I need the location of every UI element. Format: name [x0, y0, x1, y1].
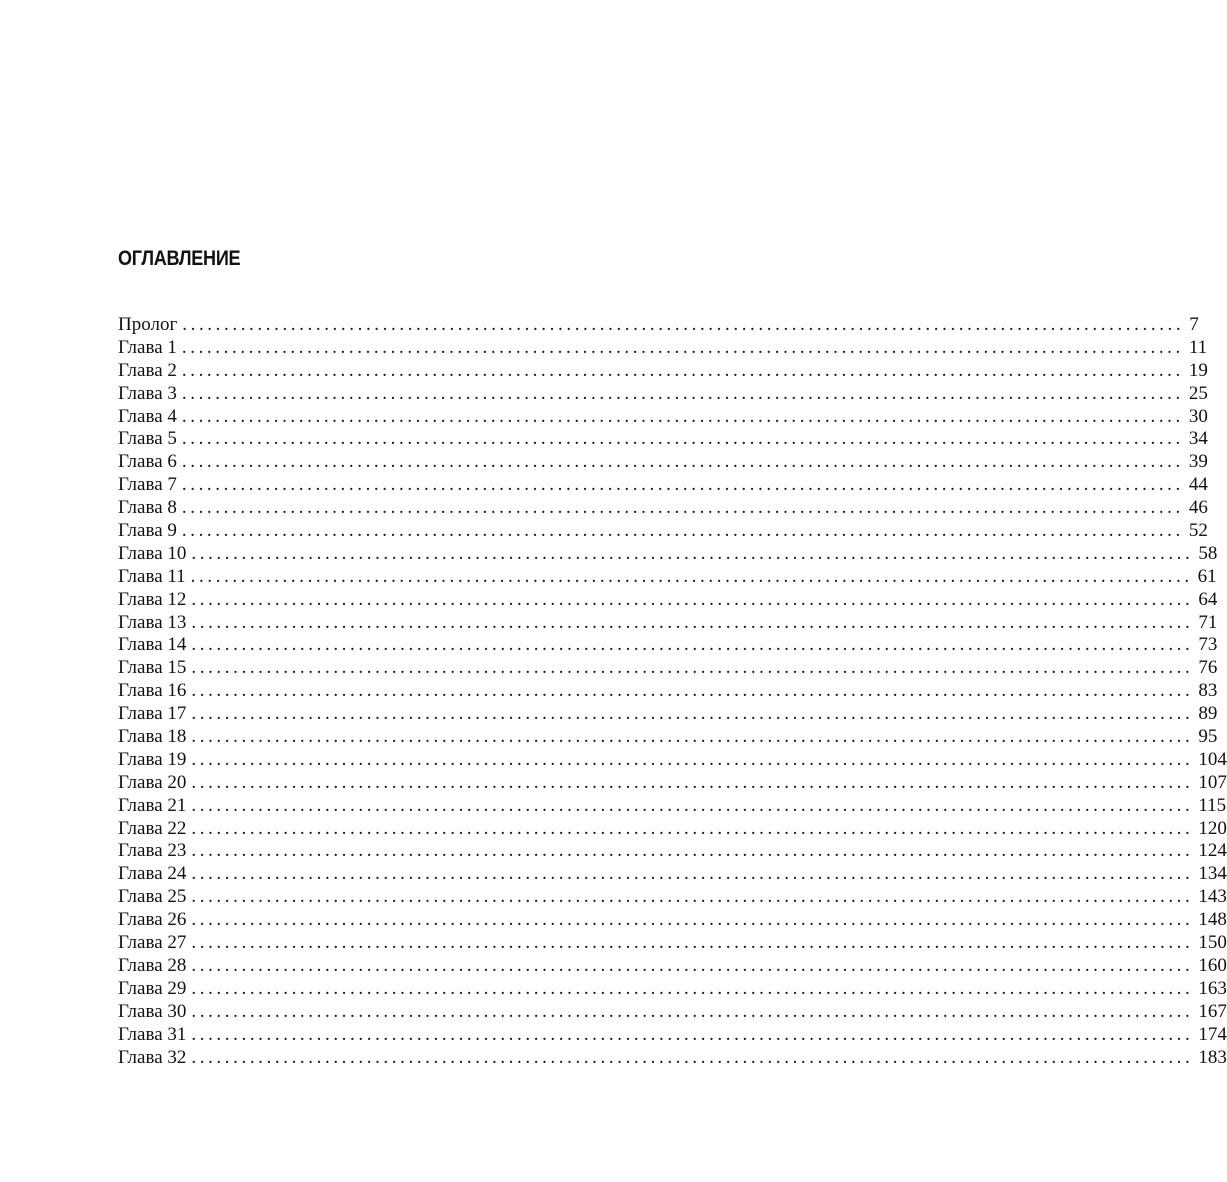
toc-entry-title: Глава 13: [118, 611, 187, 633]
toc-entry-page-number: 30: [1188, 405, 1208, 427]
toc-entry-title: Глава 6: [118, 451, 177, 473]
toc-entry-page-number: 34: [1188, 428, 1208, 450]
toc-entry-page-number: 163: [1198, 977, 1227, 999]
toc-entry-title: Пролог: [118, 314, 178, 335]
toc-entry[interactable]: [118, 932, 1227, 955]
toc-entry-leader: ........................................................................................................................: [191, 771, 1194, 793]
toc-entry-page-number: 115: [1198, 794, 1227, 816]
toc-entry[interactable]: [118, 314, 1199, 337]
toc-entry-page-number: 124: [1198, 840, 1227, 862]
toc-entry-title: Глава 29: [118, 977, 187, 999]
toc-entry[interactable]: [118, 336, 1208, 360]
toc-entry-leader: ........................................................................................................................: [191, 954, 1194, 976]
toc-entry-leader: ........................................................................................................................: [181, 336, 1184, 358]
toc-entry-title: Глава 4: [118, 405, 177, 427]
toc-entry-page-number: 19: [1188, 359, 1208, 381]
toc-entry-leader: ........................................................................................................................: [191, 634, 1194, 656]
toc-entry-page-number: 148: [1198, 909, 1227, 931]
toc-entry-page-number: 150: [1198, 932, 1227, 954]
toc-entry[interactable]: [118, 840, 1227, 863]
toc-entry-leader: ........................................................................................................................: [191, 909, 1194, 931]
toc-entry-page-number: 52: [1188, 520, 1208, 542]
toc-entry-leader: ........................................................................................................................: [191, 932, 1194, 954]
toc-entry[interactable]: [118, 474, 1208, 497]
toc-entry-leader: ........................................................................................................................: [181, 359, 1184, 381]
toc-entry-leader: ........................................................................................................................: [181, 405, 1184, 427]
toc-entry[interactable]: [118, 520, 1208, 543]
toc-entry-title: Глава 18: [118, 726, 187, 748]
toc-entry-page-number: 107: [1198, 771, 1227, 793]
toc-entry-title: Глава 17: [118, 703, 187, 725]
toc-entry[interactable]: [118, 703, 1218, 726]
toc-entry-title: Глава 9: [118, 520, 177, 542]
toc-entry-title: Глава 19: [118, 748, 187, 770]
toc-entry-title: Глава 20: [118, 771, 187, 793]
toc-entry-leader: ........................................................................................................................: [191, 680, 1194, 702]
toc-entry[interactable]: [118, 680, 1218, 703]
toc-entry-title: Глава 5: [118, 428, 177, 450]
toc-entry-leader: ........................................................................................................................: [191, 863, 1194, 885]
toc-entry-leader: ........................................................................................................................: [191, 588, 1194, 610]
toc-entry[interactable]: [118, 382, 1208, 406]
toc-entry-leader: ........................................................................................................................: [191, 657, 1194, 679]
toc-entry-page-number: 160: [1198, 954, 1227, 976]
toc-entry-leader: ........................................................................................................................: [181, 497, 1184, 519]
toc-entry-title: Глава 27: [118, 932, 187, 954]
toc-entry[interactable]: [118, 863, 1227, 886]
toc-entry-page-number: 61: [1197, 565, 1217, 587]
toc-entry-leader: ........................................................................................................................: [191, 748, 1194, 770]
toc-entry-page-number: 71: [1198, 611, 1218, 633]
toc-entry-title: Глава 31: [118, 1023, 187, 1045]
toc-entry-leader: ........................................................................................................................: [181, 428, 1184, 450]
toc-entry-leader: ........................................................................................................................: [190, 565, 1193, 587]
toc-entry-leader: ........................................................................................................................: [191, 840, 1194, 862]
toc-entry-title: Глава 12: [118, 588, 187, 610]
toc-entry-page-number: 58: [1198, 542, 1218, 564]
toc-entry-page-number: 46: [1188, 497, 1208, 519]
toc-entry[interactable]: [118, 657, 1218, 680]
toc-entry-title: Глава 32: [118, 1046, 187, 1068]
toc-entry-leader: ........................................................................................................................: [191, 542, 1194, 564]
toc-entry-page-number: 143: [1198, 886, 1227, 908]
toc-entry-title: Глава 15: [118, 657, 187, 679]
toc-entry[interactable]: [118, 1023, 1227, 1047]
toc-entry-leader: ........................................................................................................................: [191, 611, 1194, 633]
toc-entry[interactable]: [118, 451, 1208, 474]
toc-entry[interactable]: [118, 611, 1218, 635]
toc-entry[interactable]: [118, 909, 1227, 932]
toc-entry-title: Глава 22: [118, 817, 187, 839]
toc-entry-page-number: 11: [1188, 336, 1208, 358]
toc-list: [118, 314, 1227, 1069]
toc-entry-page-number: 183: [1198, 1046, 1227, 1068]
toc-entry[interactable]: [118, 497, 1208, 520]
toc-entry[interactable]: [118, 1000, 1227, 1024]
toc-entry-title: Глава 24: [118, 863, 187, 885]
toc-entry-page-number: 104: [1198, 748, 1227, 770]
toc-entry-title: Глава 23: [118, 840, 187, 862]
toc-entry-leader: ........................................................................................................................: [191, 977, 1194, 999]
toc-entry-page-number: 167: [1198, 1000, 1227, 1022]
toc-entry-leader: ........................................................................................................................: [181, 474, 1184, 496]
toc-entry-page-number: 95: [1198, 726, 1218, 748]
toc-entry-page-number: 44: [1188, 474, 1208, 496]
toc-entry-title: Глава 16: [118, 680, 187, 702]
toc-entry[interactable]: [118, 542, 1218, 566]
toc-entry[interactable]: [118, 1046, 1227, 1070]
toc-entry-leader: ........................................................................................................................: [191, 794, 1194, 816]
toc-entry[interactable]: [118, 977, 1227, 1001]
toc-entry-title: Глава 1: [118, 336, 177, 358]
toc-entry-title: Глава 14: [118, 634, 187, 656]
toc-entry-leader: ........................................................................................................................: [181, 520, 1184, 542]
toc-entry[interactable]: [118, 794, 1227, 818]
toc-entry-leader: ........................................................................................................................: [182, 314, 1185, 335]
toc-entry-page-number: 7: [1189, 314, 1199, 335]
toc-entry-leader: ........................................................................................................................: [191, 817, 1194, 839]
toc-entry-title: Глава 21: [118, 794, 187, 816]
toc-entry[interactable]: [118, 359, 1208, 383]
toc-entry[interactable]: [118, 886, 1227, 909]
toc-entry-title: Глава 10: [118, 542, 187, 564]
toc-entry[interactable]: [118, 726, 1218, 749]
toc-entry[interactable]: [118, 565, 1217, 589]
toc-entry[interactable]: [118, 817, 1227, 841]
toc-entry[interactable]: [118, 428, 1208, 451]
toc-entry-page-number: 76: [1198, 657, 1218, 679]
toc-entry-leader: ........................................................................................................................: [181, 382, 1184, 404]
toc-entry-leader: ........................................................................................................................: [191, 886, 1194, 908]
toc-entry[interactable]: [118, 748, 1227, 772]
toc-entry-leader: ........................................................................................................................: [181, 451, 1184, 473]
toc-entry-page-number: 134: [1198, 863, 1227, 885]
toc-entry[interactable]: [118, 634, 1218, 657]
toc-entry-page-number: 25: [1188, 382, 1208, 404]
toc-entry-title: Глава 3: [118, 382, 177, 404]
toc-entry-page-number: 120: [1198, 817, 1227, 839]
toc-entry-page-number: 73: [1198, 634, 1218, 656]
toc-entry[interactable]: [118, 771, 1227, 795]
toc-entry-leader: ........................................................................................................................: [191, 703, 1194, 725]
toc-entry-title: Глава 11: [118, 565, 186, 587]
toc-entry[interactable]: [118, 588, 1218, 612]
toc-entry-title: Глава 26: [118, 909, 187, 931]
toc-entry-page-number: 64: [1198, 588, 1218, 610]
toc-entry-title: Глава 7: [118, 474, 177, 496]
toc-entry-page-number: 39: [1188, 451, 1208, 473]
toc-entry-title: Глава 25: [118, 886, 187, 908]
toc-entry-title: Глава 28: [118, 954, 187, 976]
toc-entry-leader: ........................................................................................................................: [191, 1000, 1194, 1022]
toc-entry-title: Глава 2: [118, 359, 177, 381]
toc-entry-title: Глава 8: [118, 497, 177, 519]
toc-entry-leader: ........................................................................................................................: [191, 1023, 1194, 1045]
toc-entry-page-number: 174: [1198, 1023, 1227, 1045]
toc-entry-title: Глава 30: [118, 1000, 187, 1022]
toc-entry-page-number: 83: [1198, 680, 1218, 702]
toc-heading: ОГЛАВЛЕНИЕ: [118, 247, 241, 270]
toc-entry[interactable]: [118, 954, 1227, 978]
toc-entry[interactable]: [118, 405, 1208, 429]
toc-entry-leader: ........................................................................................................................: [191, 726, 1194, 748]
toc-entry-page-number: 89: [1198, 703, 1218, 725]
toc-entry-leader: ........................................................................................................................: [191, 1046, 1194, 1068]
